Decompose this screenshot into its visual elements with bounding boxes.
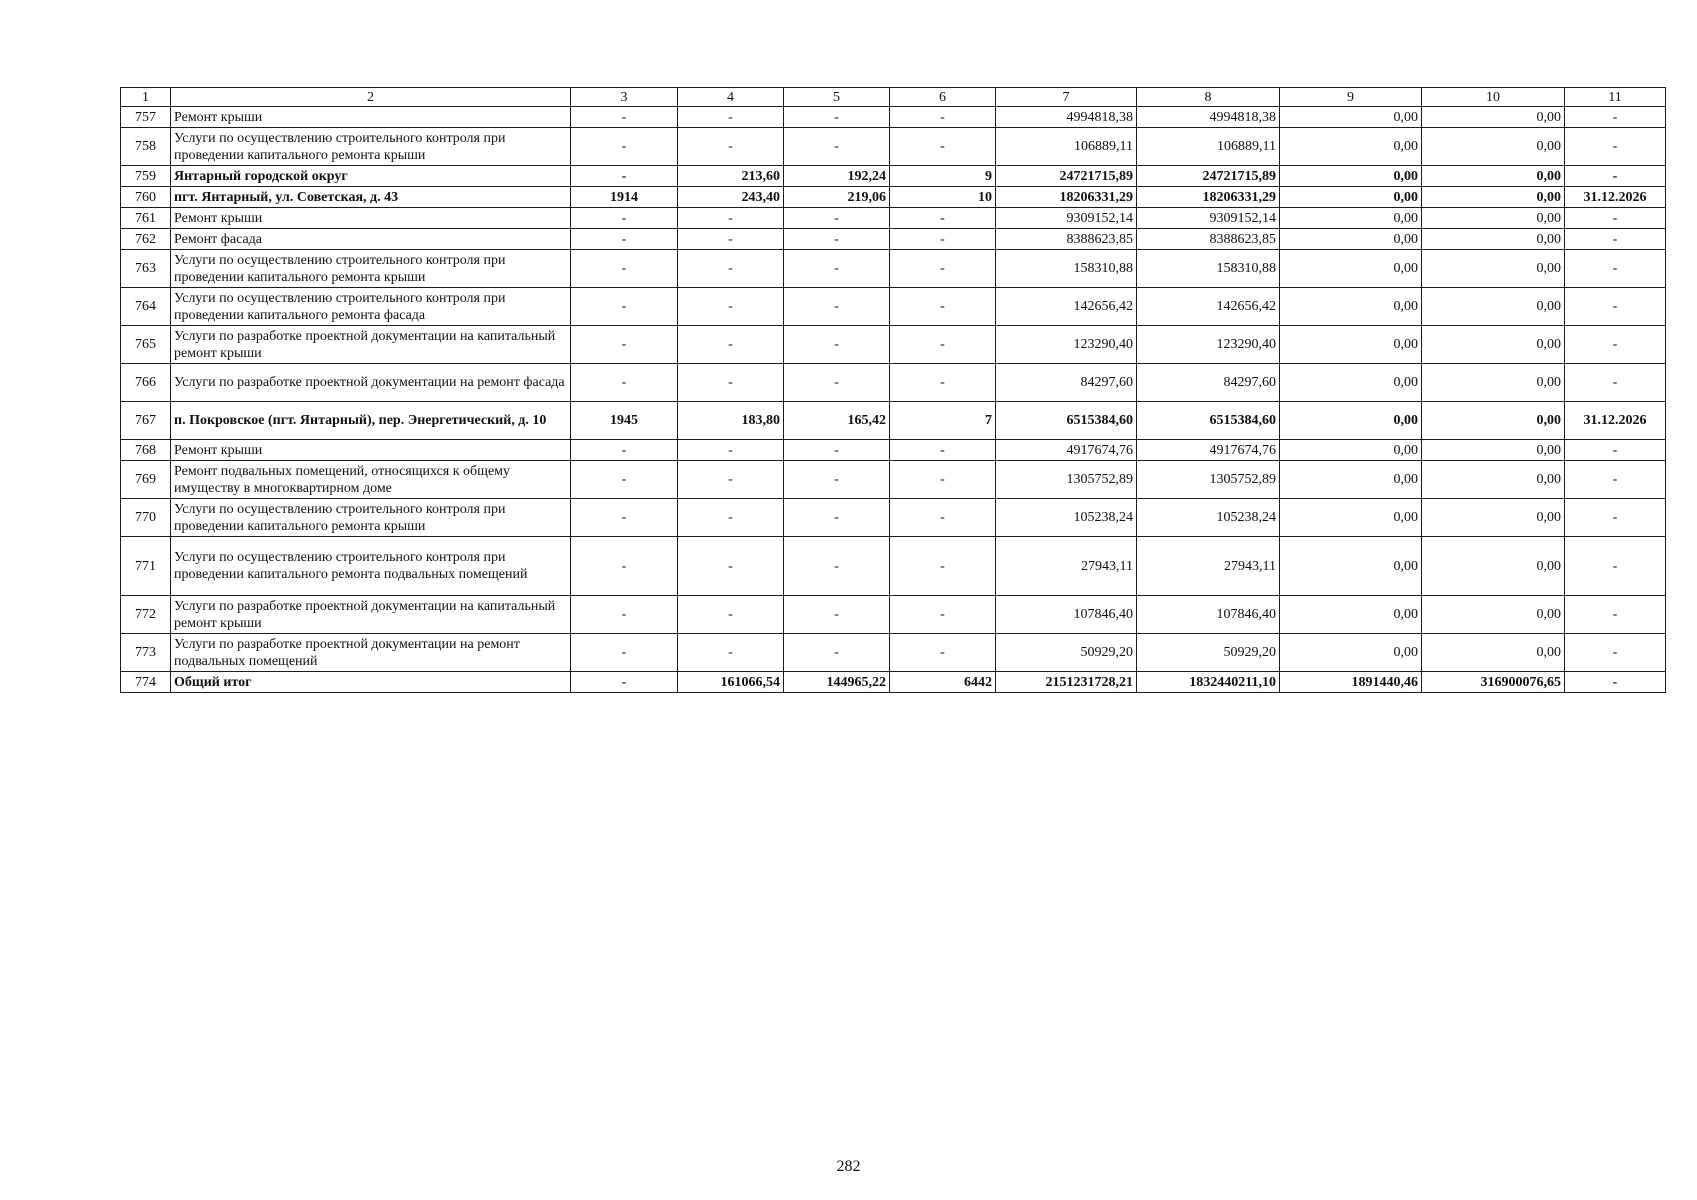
- table-row: [121, 128, 1666, 166]
- cell-col8: 123290,40: [1137, 326, 1280, 364]
- cell-col9: 0,00: [1280, 364, 1422, 402]
- cell-col5: -: [784, 499, 890, 537]
- cell-col9: 0,00: [1280, 402, 1422, 440]
- cell-col8: 18206331,29: [1137, 187, 1280, 208]
- cell-col10: 0,00: [1422, 596, 1565, 634]
- cell-col10: 0,00: [1422, 402, 1565, 440]
- cell-col9: 0,00: [1280, 288, 1422, 326]
- table-row: [121, 107, 1666, 128]
- table-row: [121, 326, 1666, 364]
- cell-col5: -: [784, 250, 890, 288]
- row-number: 765: [121, 326, 171, 364]
- cell-col11: -: [1565, 461, 1666, 499]
- cell-col8: 142656,42: [1137, 288, 1280, 326]
- cell-col4: 213,60: [678, 166, 784, 187]
- cell-col3: -: [571, 208, 678, 229]
- work-name: Общий итог: [171, 672, 571, 693]
- cell-col11: -: [1565, 634, 1666, 672]
- cell-col11: -: [1565, 166, 1666, 187]
- cell-col3: -: [571, 288, 678, 326]
- header-cell: 5: [784, 88, 890, 107]
- table-row: [121, 596, 1666, 634]
- cell-col10: 0,00: [1422, 187, 1565, 208]
- cell-col11: -: [1565, 537, 1666, 596]
- cell-col6: -: [890, 208, 996, 229]
- cell-col7: 107846,40: [996, 596, 1137, 634]
- cell-col7: 24721715,89: [996, 166, 1137, 187]
- work-name: Услуги по осуществлению строительного контроля при проведении капитального ремонта крыши: [171, 128, 571, 166]
- cell-col11: -: [1565, 596, 1666, 634]
- cell-col6: -: [890, 499, 996, 537]
- table-row: [121, 440, 1666, 461]
- work-name: Услуги по осуществлению строительного контроля при проведении капитального ремонта фасада: [171, 288, 571, 326]
- cell-col6: -: [890, 288, 996, 326]
- row-number: 763: [121, 250, 171, 288]
- cell-col7: 27943,11: [996, 537, 1137, 596]
- cell-col10: 0,00: [1422, 128, 1565, 166]
- row-number: 766: [121, 364, 171, 402]
- cell-col11: -: [1565, 128, 1666, 166]
- work-name: Услуги по осуществлению строительного контроля при проведении капитального ремонта подвальных помещений: [171, 537, 571, 596]
- cell-col11: 31.12.2026: [1565, 402, 1666, 440]
- row-number: 768: [121, 440, 171, 461]
- row-number: 757: [121, 107, 171, 128]
- header-cell: 7: [996, 88, 1137, 107]
- cell-col6: -: [890, 229, 996, 250]
- cell-col7: 9309152,14: [996, 208, 1137, 229]
- cell-col3: -: [571, 250, 678, 288]
- cell-col10: 0,00: [1422, 107, 1565, 128]
- cell-col7: 106889,11: [996, 128, 1137, 166]
- cell-col10: 0,00: [1422, 440, 1565, 461]
- row-number: 773: [121, 634, 171, 672]
- table-row: [121, 208, 1666, 229]
- cell-col3: 1945: [571, 402, 678, 440]
- cell-col9: 0,00: [1280, 166, 1422, 187]
- cell-col7: 4917674,76: [996, 440, 1137, 461]
- cell-col9: 0,00: [1280, 250, 1422, 288]
- table-row: [121, 364, 1666, 402]
- cell-col3: -: [571, 166, 678, 187]
- cell-col9: 0,00: [1280, 499, 1422, 537]
- cell-col4: -: [678, 440, 784, 461]
- cell-col10: 0,00: [1422, 250, 1565, 288]
- cell-col8: 1832440211,10: [1137, 672, 1280, 693]
- cell-col3: -: [571, 128, 678, 166]
- work-name: Ремонт крыши: [171, 440, 571, 461]
- cell-col5: 165,42: [784, 402, 890, 440]
- cell-col8: 9309152,14: [1137, 208, 1280, 229]
- cell-col3: 1914: [571, 187, 678, 208]
- header-cell: 1: [121, 88, 171, 107]
- work-name: Услуги по осуществлению строительного контроля при проведении капитального ремонта крыши: [171, 250, 571, 288]
- cell-col6: -: [890, 128, 996, 166]
- work-name: Ремонт крыши: [171, 107, 571, 128]
- cell-col5: -: [784, 537, 890, 596]
- header-cell: 6: [890, 88, 996, 107]
- cell-col9: 0,00: [1280, 187, 1422, 208]
- table-row: [121, 187, 1666, 208]
- cell-col9: 0,00: [1280, 634, 1422, 672]
- cell-col9: 0,00: [1280, 440, 1422, 461]
- cell-col8: 158310,88: [1137, 250, 1280, 288]
- cell-col10: 0,00: [1422, 461, 1565, 499]
- cell-col4: -: [678, 537, 784, 596]
- cell-col11: -: [1565, 440, 1666, 461]
- cell-col6: 6442: [890, 672, 996, 693]
- header-cell: 10: [1422, 88, 1565, 107]
- header-cell: 2: [171, 88, 571, 107]
- grand-total-row: [121, 672, 1666, 693]
- column-number-header-row: [121, 88, 1666, 107]
- work-name: Услуги по осуществлению строительного контроля при проведении капитального ремонта крыши: [171, 499, 571, 537]
- cell-col7: 1305752,89: [996, 461, 1137, 499]
- cell-col5: -: [784, 288, 890, 326]
- work-name: Услуги по разработке проектной документации на ремонт фасада: [171, 364, 571, 402]
- cell-col7: 8388623,85: [996, 229, 1137, 250]
- cell-col10: 0,00: [1422, 208, 1565, 229]
- cell-col3: -: [571, 499, 678, 537]
- cell-col10: 0,00: [1422, 166, 1565, 187]
- cell-col7: 50929,20: [996, 634, 1137, 672]
- work-name: Янтарный городской округ: [171, 166, 571, 187]
- cell-col4: -: [678, 229, 784, 250]
- cell-col5: 219,06: [784, 187, 890, 208]
- cell-col6: -: [890, 596, 996, 634]
- cell-col7: 4994818,38: [996, 107, 1137, 128]
- cell-col11: -: [1565, 288, 1666, 326]
- cell-col7: 84297,60: [996, 364, 1137, 402]
- cell-col3: -: [571, 107, 678, 128]
- row-number: 771: [121, 537, 171, 596]
- cell-col8: 50929,20: [1137, 634, 1280, 672]
- cell-col8: 4994818,38: [1137, 107, 1280, 128]
- work-name: Ремонт фасада: [171, 229, 571, 250]
- header-cell: 4: [678, 88, 784, 107]
- cell-col4: -: [678, 499, 784, 537]
- cell-col9: 0,00: [1280, 208, 1422, 229]
- register-table: [120, 87, 1666, 693]
- cell-col7: 142656,42: [996, 288, 1137, 326]
- header-cell: 9: [1280, 88, 1422, 107]
- table-row: [121, 537, 1666, 596]
- cell-col9: 0,00: [1280, 107, 1422, 128]
- cell-col8: 6515384,60: [1137, 402, 1280, 440]
- cell-col6: 7: [890, 402, 996, 440]
- row-number: 762: [121, 229, 171, 250]
- cell-col6: -: [890, 326, 996, 364]
- cell-col4: 161066,54: [678, 672, 784, 693]
- cell-col6: 9: [890, 166, 996, 187]
- cell-col4: -: [678, 634, 784, 672]
- cell-col9: 0,00: [1280, 128, 1422, 166]
- cell-col7: 6515384,60: [996, 402, 1137, 440]
- row-number: 770: [121, 499, 171, 537]
- cell-col10: 0,00: [1422, 229, 1565, 250]
- cell-col11: -: [1565, 229, 1666, 250]
- cell-col6: -: [890, 634, 996, 672]
- cell-col9: 1891440,46: [1280, 672, 1422, 693]
- cell-col6: 10: [890, 187, 996, 208]
- row-number: 759: [121, 166, 171, 187]
- cell-col11: 31.12.2026: [1565, 187, 1666, 208]
- cell-col3: -: [571, 461, 678, 499]
- cell-col5: -: [784, 461, 890, 499]
- table-row: [121, 499, 1666, 537]
- cell-col3: -: [571, 326, 678, 364]
- cell-col11: -: [1565, 326, 1666, 364]
- cell-col4: -: [678, 250, 784, 288]
- cell-col8: 106889,11: [1137, 128, 1280, 166]
- table-row: [121, 229, 1666, 250]
- cell-col4: -: [678, 461, 784, 499]
- cell-col6: -: [890, 364, 996, 402]
- cell-col6: -: [890, 537, 996, 596]
- cell-col8: 1305752,89: [1137, 461, 1280, 499]
- cell-col10: 0,00: [1422, 326, 1565, 364]
- cell-col5: -: [784, 440, 890, 461]
- cell-col5: 192,24: [784, 166, 890, 187]
- cell-col8: 4917674,76: [1137, 440, 1280, 461]
- cell-col6: -: [890, 107, 996, 128]
- cell-col3: -: [571, 596, 678, 634]
- cell-col6: -: [890, 250, 996, 288]
- cell-col5: -: [784, 596, 890, 634]
- work-name: пгт. Янтарный, ул. Советская, д. 43: [171, 187, 571, 208]
- cell-col4: 243,40: [678, 187, 784, 208]
- work-name: Услуги по разработке проектной документации на капитальный ремонт крыши: [171, 596, 571, 634]
- cell-col5: -: [784, 364, 890, 402]
- cell-col3: -: [571, 634, 678, 672]
- cell-col8: 107846,40: [1137, 596, 1280, 634]
- row-number: 767: [121, 402, 171, 440]
- table-row: [121, 461, 1666, 499]
- header-cell: 8: [1137, 88, 1280, 107]
- cell-col10: 0,00: [1422, 499, 1565, 537]
- cell-col11: -: [1565, 364, 1666, 402]
- cell-col3: -: [571, 364, 678, 402]
- cell-col4: 183,80: [678, 402, 784, 440]
- cell-col10: 316900076,65: [1422, 672, 1565, 693]
- row-number: 758: [121, 128, 171, 166]
- cell-col4: -: [678, 364, 784, 402]
- cell-col7: 2151231728,21: [996, 672, 1137, 693]
- work-name: Услуги по разработке проектной документации на капитальный ремонт крыши: [171, 326, 571, 364]
- work-name: Услуги по разработке проектной документации на ремонт подвальных помещений: [171, 634, 571, 672]
- table-row: [121, 288, 1666, 326]
- cell-col7: 123290,40: [996, 326, 1137, 364]
- cell-col11: -: [1565, 499, 1666, 537]
- cell-col7: 105238,24: [996, 499, 1137, 537]
- cell-col10: 0,00: [1422, 364, 1565, 402]
- row-number: 761: [121, 208, 171, 229]
- cell-col8: 8388623,85: [1137, 229, 1280, 250]
- row-number: 760: [121, 187, 171, 208]
- cell-col9: 0,00: [1280, 461, 1422, 499]
- page-number: 282: [836, 1158, 861, 1175]
- header-cell: 3: [571, 88, 678, 107]
- table-row: [121, 250, 1666, 288]
- table-row: [121, 634, 1666, 672]
- cell-col3: -: [571, 672, 678, 693]
- cell-col11: -: [1565, 672, 1666, 693]
- cell-col8: 84297,60: [1137, 364, 1280, 402]
- cell-col9: 0,00: [1280, 596, 1422, 634]
- cell-col5: -: [784, 229, 890, 250]
- row-number: 774: [121, 672, 171, 693]
- cell-col5: -: [784, 107, 890, 128]
- cell-col5: 144965,22: [784, 672, 890, 693]
- cell-col4: -: [678, 208, 784, 229]
- cell-col9: 0,00: [1280, 229, 1422, 250]
- cell-col9: 0,00: [1280, 537, 1422, 596]
- cell-col5: -: [784, 128, 890, 166]
- work-name: п. Покровское (пгт. Янтарный), пер. Энергетический, д. 10: [171, 402, 571, 440]
- header-cell: 11: [1565, 88, 1666, 107]
- cell-col4: -: [678, 107, 784, 128]
- row-number: 764: [121, 288, 171, 326]
- cell-col9: 0,00: [1280, 326, 1422, 364]
- cell-col10: 0,00: [1422, 288, 1565, 326]
- cell-col8: 105238,24: [1137, 499, 1280, 537]
- cell-col8: 24721715,89: [1137, 166, 1280, 187]
- cell-col6: -: [890, 440, 996, 461]
- row-number: 772: [121, 596, 171, 634]
- cell-col7: 158310,88: [996, 250, 1137, 288]
- cell-col6: -: [890, 461, 996, 499]
- cell-col4: -: [678, 128, 784, 166]
- cell-col3: -: [571, 537, 678, 596]
- cell-col4: -: [678, 596, 784, 634]
- cell-col4: -: [678, 288, 784, 326]
- cell-col11: -: [1565, 107, 1666, 128]
- cell-col3: -: [571, 229, 678, 250]
- cell-col10: 0,00: [1422, 634, 1565, 672]
- cell-col4: -: [678, 326, 784, 364]
- row-number: 769: [121, 461, 171, 499]
- table-row: [121, 166, 1666, 187]
- cell-col7: 18206331,29: [996, 187, 1137, 208]
- cell-col11: -: [1565, 250, 1666, 288]
- cell-col10: 0,00: [1422, 537, 1565, 596]
- table-row: [121, 402, 1666, 440]
- cell-col3: -: [571, 440, 678, 461]
- cell-col11: -: [1565, 208, 1666, 229]
- cell-col5: -: [784, 634, 890, 672]
- cell-col5: -: [784, 208, 890, 229]
- work-name: Ремонт крыши: [171, 208, 571, 229]
- cell-col8: 27943,11: [1137, 537, 1280, 596]
- work-name: Ремонт подвальных помещений, относящихся к общему имуществу в многоквартирном доме: [171, 461, 571, 499]
- cell-col5: -: [784, 326, 890, 364]
